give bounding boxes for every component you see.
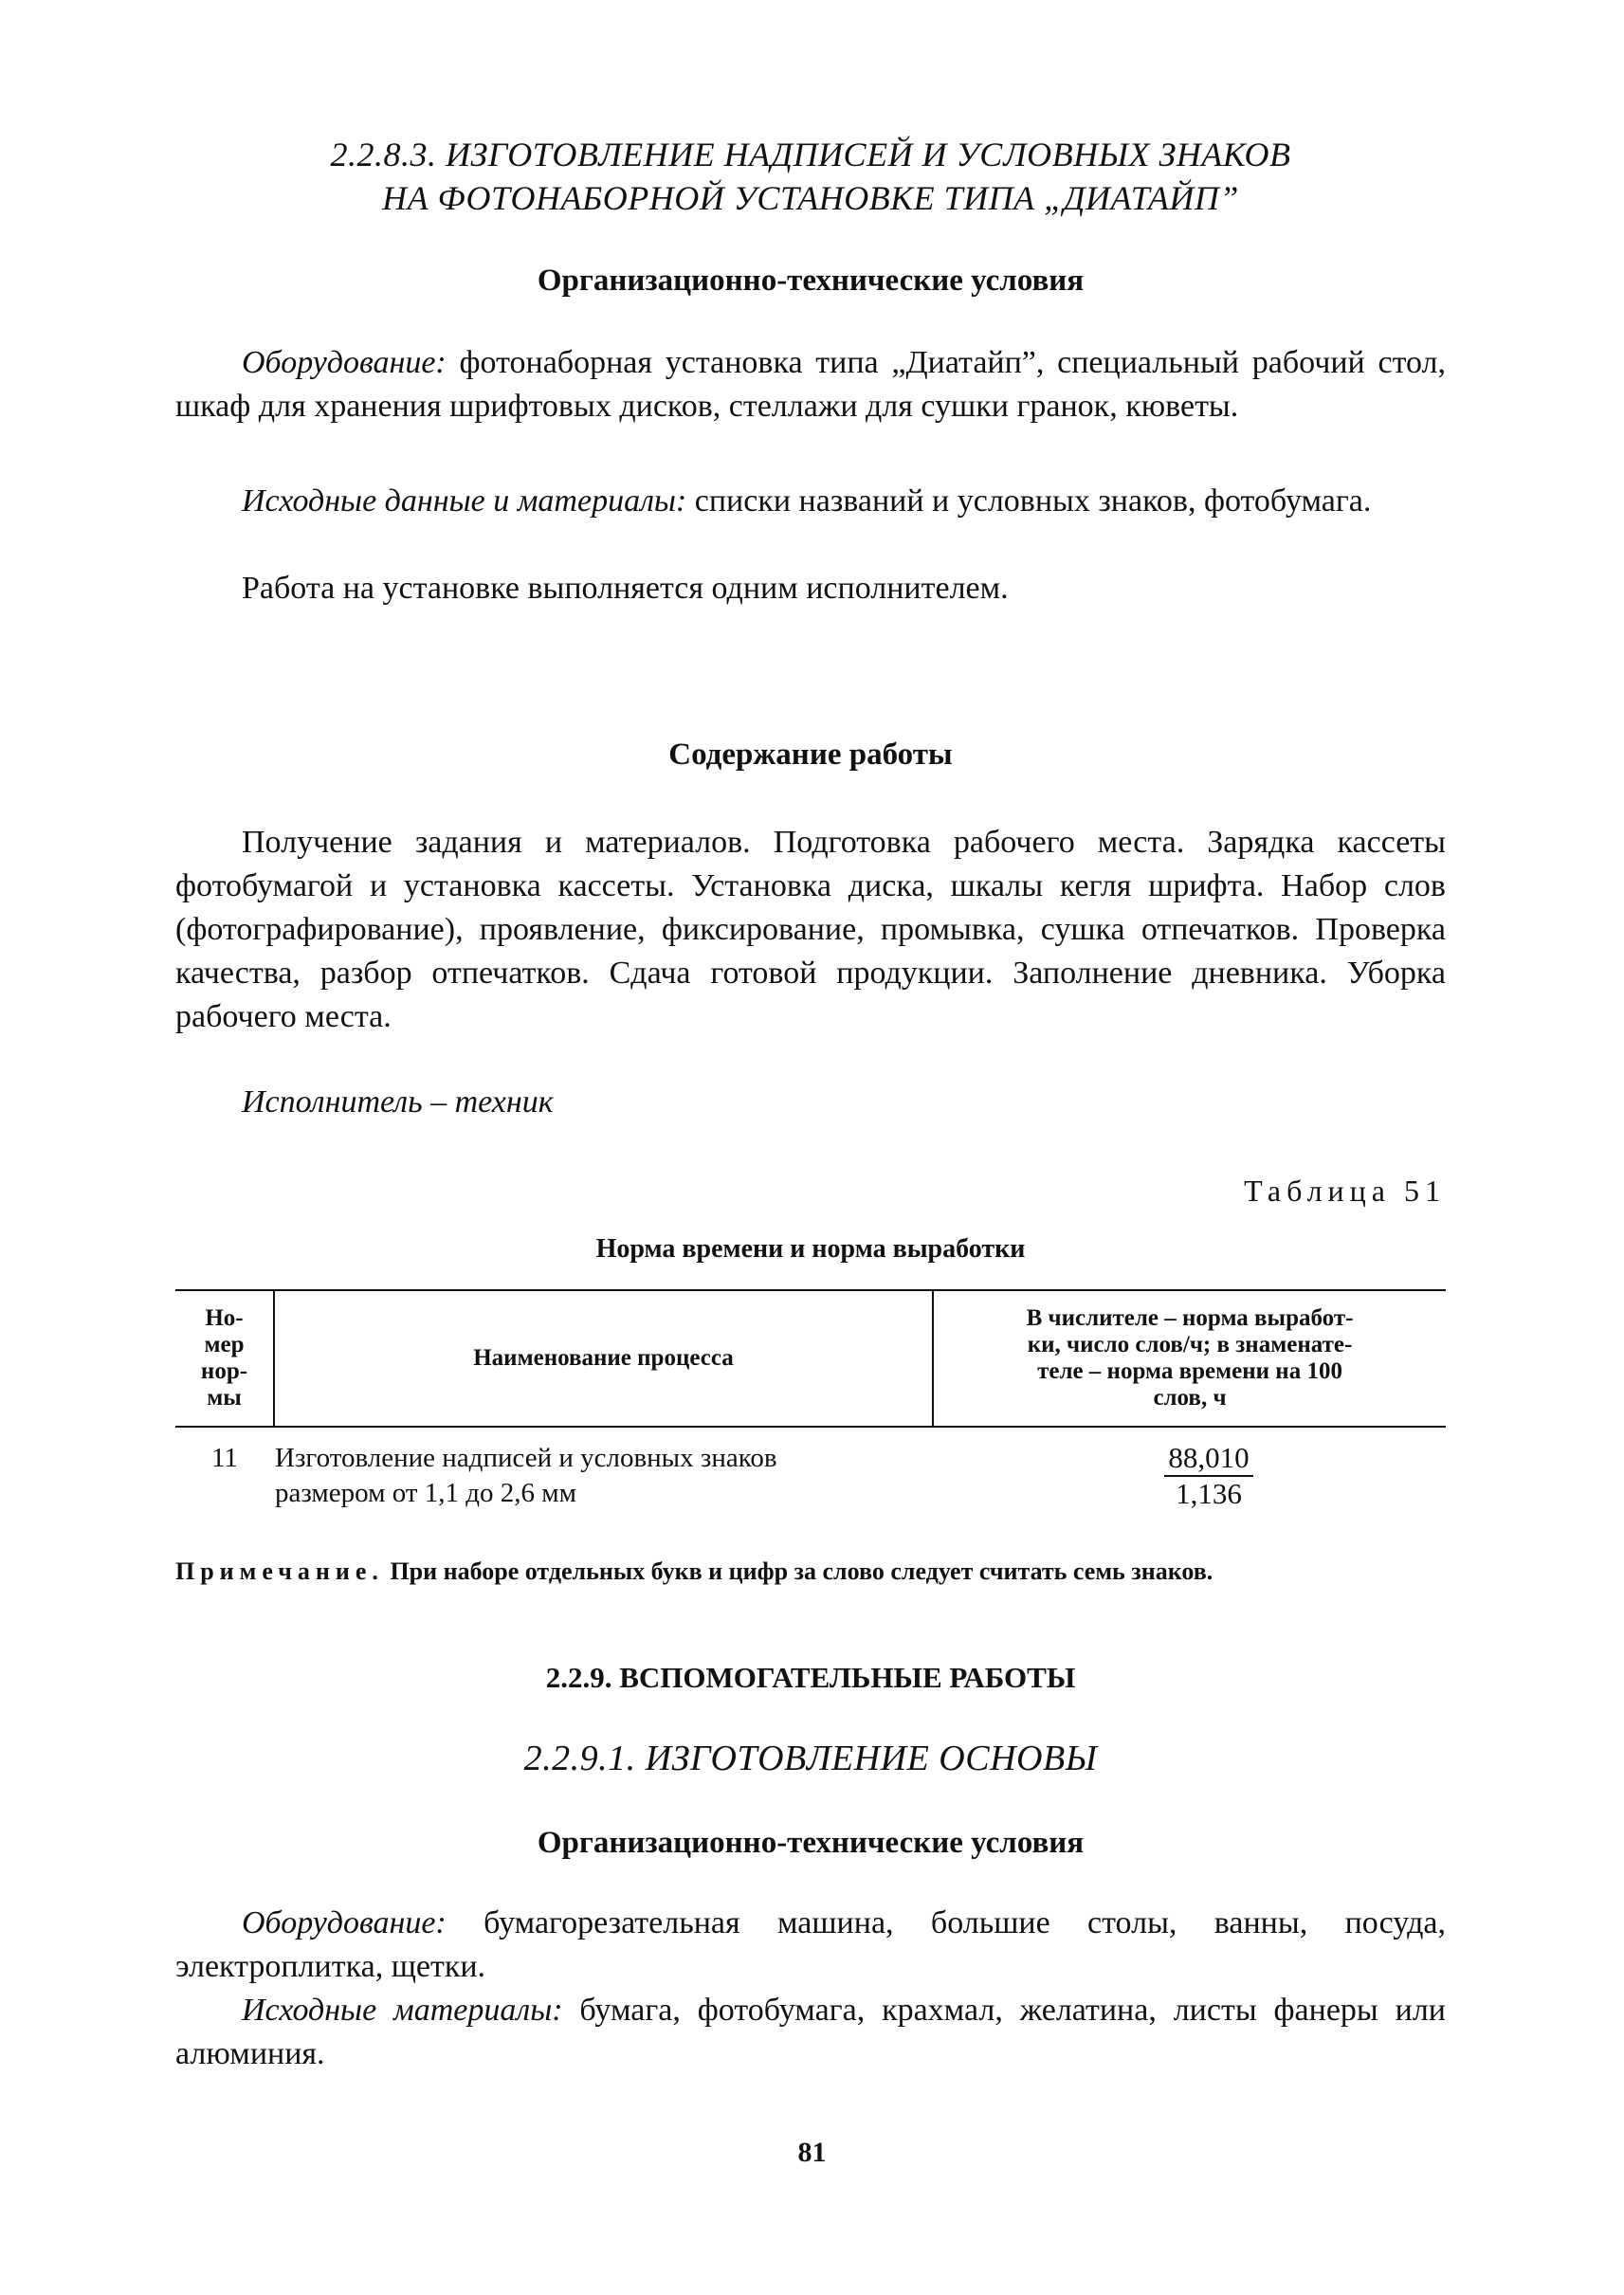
header-norm-line2: ки, число слов/ч; в знаменате- [1027,1332,1353,1357]
row-number: 11 [211,1443,238,1473]
section2-inputs-paragraph [175,1989,1446,2076]
equipment-label: Оборудование: [242,345,447,380]
header-number-line3: нор- [200,1358,248,1384]
table-note [175,1557,1446,1587]
inputs-label: Исходные данные и материалы: [242,483,687,519]
performer-paragraph: Работа на установке выполняется одним исполнителем. [242,571,1009,606]
section-title-line2: НА ФОТОНАБОРНОЙ УСТАНОВКЕ ТИПА „ДИАТАЙП” [382,179,1239,217]
inputs-paragraph [175,480,1446,523]
equipment-text: фотонаборная установка типа „Диатайп”, специальный рабочий стол, шкаф для хранения шрифтовых дисков, стеллажи для сушки гранок, кюветы. [175,345,1446,424]
table-header [175,1289,1446,1428]
row-process [275,1441,901,1511]
row-numerator: 88,010 [1164,1441,1252,1477]
header-number-line4: мы [207,1385,242,1411]
section2-org-heading: Организационно-технические условия [537,1826,1085,1860]
note-label: Примечание. [175,1557,384,1585]
header-norm-line3: теле – норма времени на 100 [1037,1358,1342,1384]
header-norm [934,1291,1446,1426]
content-paragraph: Получение задания и материалов. Подготовка рабочего места. Зарядка кассеты фотобумагой и установка кассеты. Установка диска, шкалы кегля шрифта. Набор слов (фотографирование), проявление, фиксирование, промывка, сушка отпечатков. Проверка качества, разбор отпечатков. Сдача готовой продукции. Заполнение дневника. Уборка рабочего места. [175,825,1446,1034]
content-heading: Содержание работы [668,738,953,772]
section2-inputs-text: бумага, фотобумага, крахмал, желатина, листы фанеры или алюминия. [175,1993,1446,2071]
section2-equipment-paragraph [175,1902,1446,1989]
header-number-line2: мер [204,1332,245,1357]
table-title: Норма времени и норма выработки [595,1234,1026,1264]
header-norm-line1: В числителе – норма выработ- [1026,1305,1354,1331]
executor-line: Исполнитель – техник [242,1084,554,1120]
section-title-line1: 2.2.8.3. ИЗГОТОВЛЕНИЕ НАДПИСЕЙ И УСЛОВНЫХ ЗНАКОВ [330,136,1291,173]
org-conditions-heading: Организационно-технические условия [537,264,1085,298]
row-norm-fraction [1133,1441,1285,1511]
section2-equipment-text: бумагорезательная машина, большие столы, ванны, посуда, электроплитка, щетки. [175,1905,1446,1984]
row-denominator: 1,136 [1176,1477,1242,1510]
inputs-text: списки названий и условных знаков, фотобумага. [686,483,1372,519]
header-number [175,1291,275,1426]
section2-subtitle: 2.2.9.1. ИЗГОТОВЛЕНИЕ ОСНОВЫ [523,1739,1098,1778]
row-process-line2: размером от 1,1 до 2,6 мм [275,1478,576,1508]
note-text: При наборе отдельных букв и цифр за слово следует считать семь знаков. [383,1557,1213,1585]
norm-table [175,1289,1446,1526]
section2-equipment-label: Оборудование: [242,1905,447,1940]
row-process-line1: Изготовление надписей и условных знаков [275,1443,777,1473]
section2-inputs-label: Исходные материалы: [242,1993,563,2028]
header-process: Наименование процесса [275,1291,934,1426]
table-label: Таблица 51 [1244,1174,1446,1208]
section2-title: 2.2.9. ВСПОМОГАТЕЛЬНЫЕ РАБОТЫ [545,1661,1076,1694]
equipment-paragraph [175,341,1446,428]
page-number: 81 [797,2137,827,2168]
section-title [175,133,1446,220]
header-norm-line4: слов, ч [1153,1385,1227,1411]
header-number-line1: Но- [205,1305,244,1331]
